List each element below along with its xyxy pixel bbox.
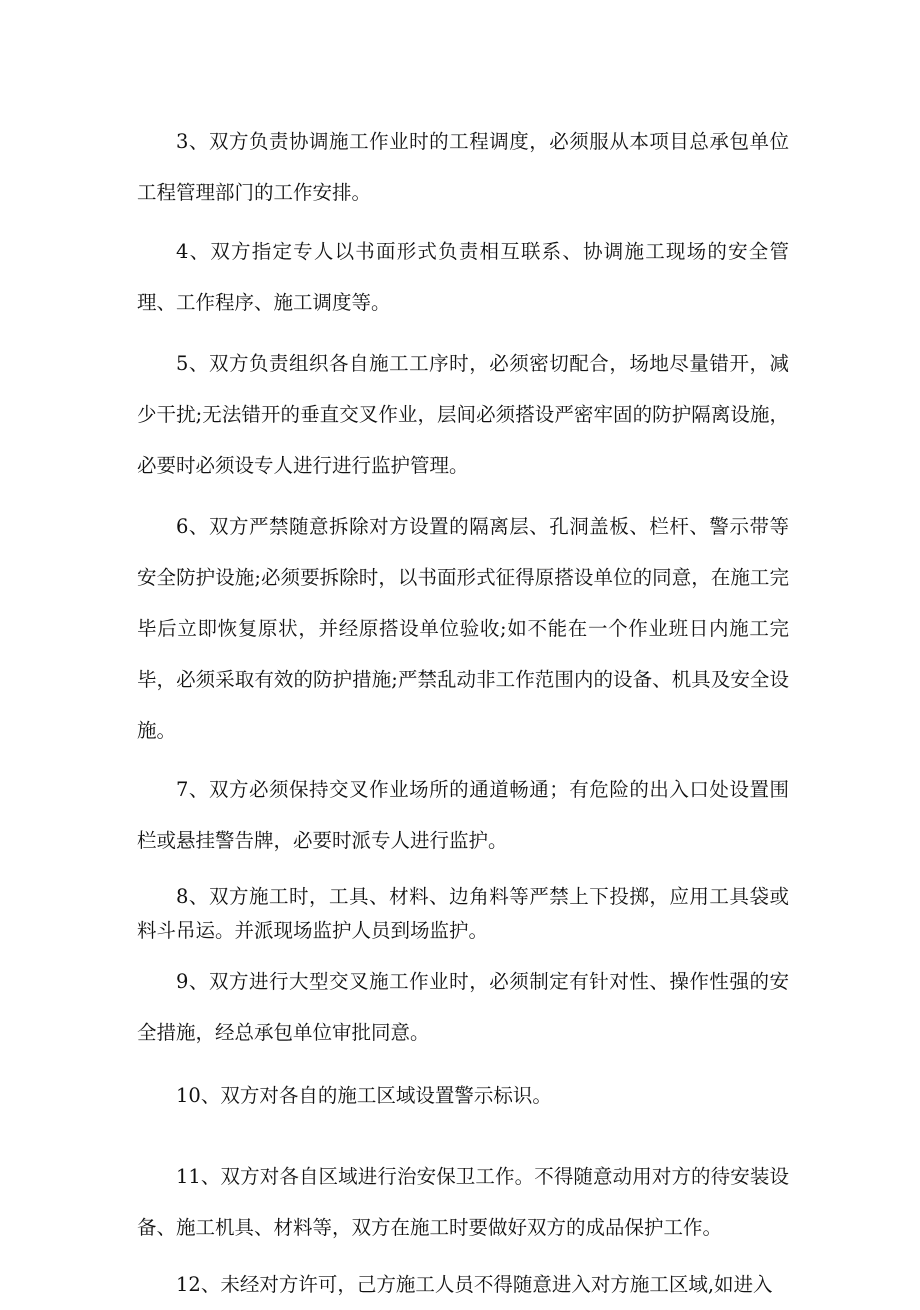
clause-10-paragraph: 10、双方对各自的施工区域设置警示标识。 [176,1084,552,1107]
document-body [137,116,789,1310]
clause-7-paragraph: 7、双方必须保持交叉作业场所的通道畅通；有危险的出入口处设置围栏或悬挂警告牌，必要时派专人进行监护。 [137,778,789,852]
clause-12-paragraph: 12、未经对方许可，己方施工人员不得随意进入对方施工区域,如进入 [176,1273,773,1296]
clause-3-paragraph: 3、双方负责协调施工作业时的工程调度，必须服从本项目总承包单位工程管理部门的工作安排。 [137,130,789,204]
clause-5-paragraph: 5、双方负责组织各自施工工序时，必须密切配合，场地尽量错开，减少干扰;无法错开的垂直交叉作业，层间必须搭设严密牢固的防护隔离设施，必要时必须设专人进行进行监护管理。 [137,352,789,477]
clause-11-paragraph: 11、双方对各自区域进行治安保卫工作。不得随意动用对方的待安装设备、施工机具、材料等，双方在施工时要做好双方的成品保护工作。 [137,1165,789,1239]
clause-4-paragraph: 4、双方指定专人以书面形式负责相互联系、协调施工现场的安全管理、工作程序、施工调度等。 [137,240,789,314]
clause-8-paragraph: 8、双方施工时，工具、材料、边角料等严禁上下投掷，应用工具袋或料斗吊运。并派现场监护人员到场监护。 [137,885,789,942]
clause-9-paragraph: 9、双方进行大型交叉施工作业时，必须制定有针对性、操作性强的安全措施，经总承包单位审批同意。 [137,970,789,1044]
clause-6-paragraph: 6、双方严禁随意拆除对方设置的隔离层、孔洞盖板、栏杆、警示带等安全防护设施;必须要拆除时，以书面形式征得原搭设单位的同意，在施工完毕后立即恢复原状，并经原搭设单位验收;如不能在一个作业班日内施工完毕，必须采取有效的防护措施;严禁乱动非工作范围内的设备、机具及安全设施。 [137,515,789,742]
